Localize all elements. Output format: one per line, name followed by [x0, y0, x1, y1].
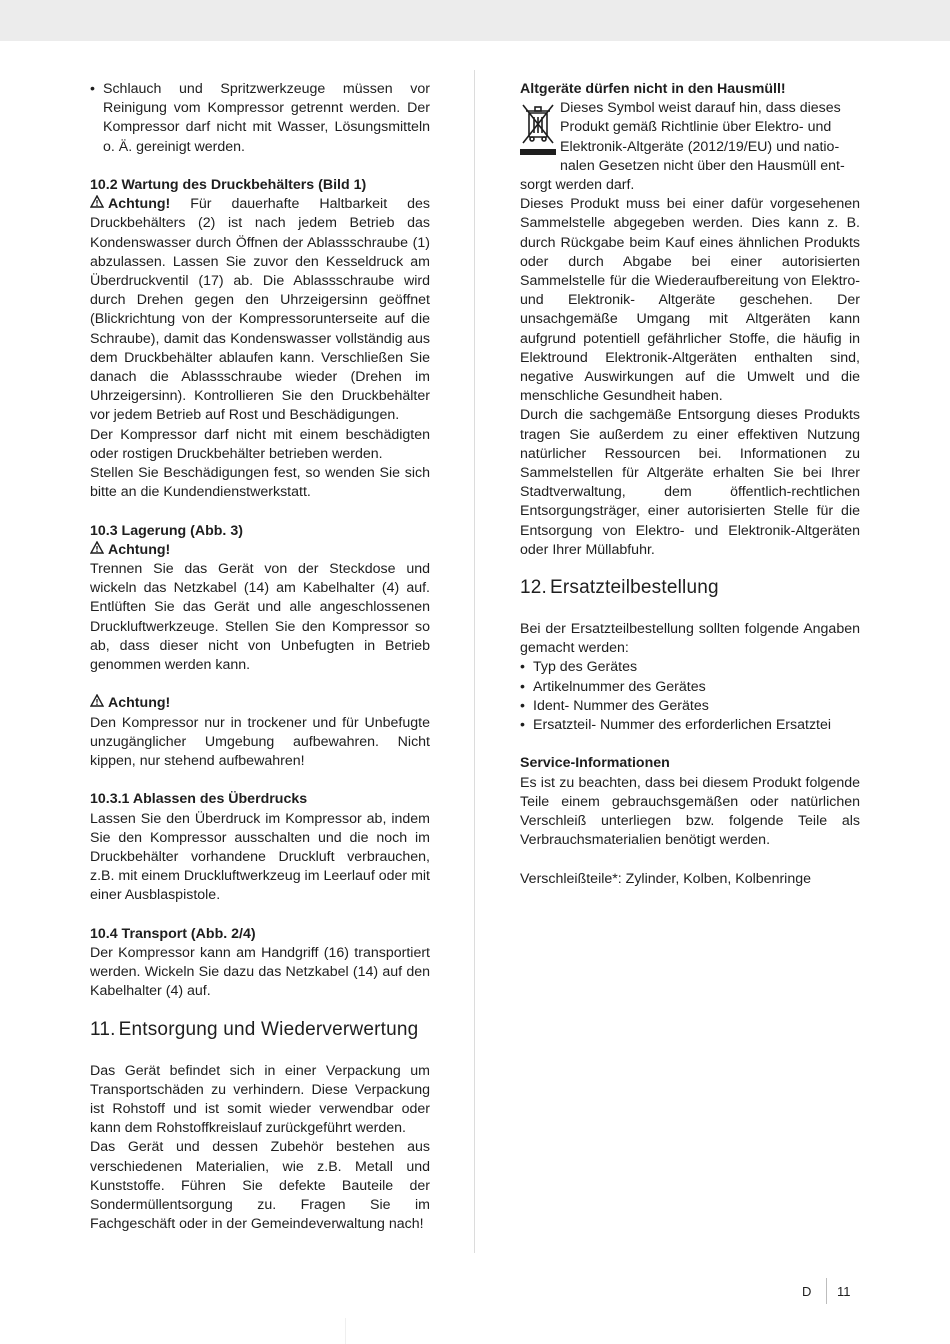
warning-label: Achtung!: [90, 694, 430, 713]
section-heading-10-4: 10.4 Transport (Abb. 2/4): [90, 925, 256, 942]
section-10-2-text: Für dauerhafte Haltbarkeit des Druckbehälters (2) ist nach jedem Betrieb das Kondenswasser durch Öffnen der Ablassschraube (1) abzulassen. Lassen Sie zuvor den Kesseldruck am Überdruckventil (17) ab. Die Ablassschraube wird durch Drehen gegen den Uhrzeigersinn geöffnet (Blickrichtung von der Kompressorunterseite auf die Schraube), damit das Kondenswasser vollständig aus dem Druckbehälter ablaufen kann. Verschließen Sie danach die Ablassschraube wieder (Drehen im Uhrzeigersinn). Kontrollieren Sie den Druckbehälter vor jedem Betrieb auf Rost und Beschädigungen.: [90, 196, 430, 424]
wear-parts-line: Verschleißteile*: Zylinder, Kolben, Kolbenringe: [520, 870, 812, 887]
service-heading: Service-Informationen: [520, 755, 670, 772]
left-column: [90, 80, 430, 1235]
chapter-heading-12: 12. Ersatzteilbestellung: [520, 577, 719, 599]
language-code: D: [802, 1284, 812, 1299]
crossed-out-wheelie-bin-icon: [520, 101, 556, 157]
section-10-3-paragraph: Trennen Sie das Gerät von der Steckdose und wickeln das Netzkabel (14) am Kabelhalter (4) auf. Entlüften Sie das Gerät und alle angeschlossenen Druckluftwerkzeuge. Stellen Sie den Kompressor so ab, dass dieser nicht von Unbefugten in Betrieb genommen werden kann.: [90, 561, 430, 674]
section-heading-10-2: 10.2 Wartung des Druckbehälters (Bild 1): [90, 177, 367, 193]
section-heading-10-3: 10.3 Lagerung (Abb. 3): [90, 522, 243, 539]
chapter-11-paragraph: Das Gerät befindet sich in einer Verpackung um Transportschäden zu verhindern. Diese Verpackung ist Rohstoff und ist somit wieder verwendbar oder kann dem Rohstoffkreislauf zurückgeführt werden.: [90, 1062, 430, 1137]
weee-heading: Altgeräte dürfen nicht in den Hausmüll!: [520, 81, 786, 97]
chapter-11-paragraph-2: Das Gerät und dessen Zubehör bestehen aus verschiedenen Materialien, wie z.B. Metall und Kunststoffe. Führen Sie defekte Bauteile der Sondermüllentsorgung zu. Fragen Sie im Fachgeschäft oder in der Gemeindeverwaltung nach!: [90, 1139, 430, 1233]
intro-bullet-list: [90, 80, 430, 157]
page-number: 11: [837, 1284, 851, 1299]
column-divider: [474, 70, 475, 1253]
section-10-3-1-paragraph: Lassen Sie den Überdruck im Kompressor ab, indem Sie den Kompressor ausschalten und die noch im Druckbehälter vorhandene Druckluft verbrauchen, z.B. mit einem Druckluftwerkzeug im Leerlauf oder mit einer Ausblaspistole.: [90, 810, 430, 904]
weee-line-5: sorgt werden darf.: [520, 177, 635, 194]
list-item: • Schlauch und Spritzwerkzeuge müssen vor Reinigung vom Kompressor getrennt werden. Der Kompressor darf nicht mit Wasser, Lösungsmitteln o. Ä. gereinigt werden.: [90, 80, 430, 157]
service-paragraph: Es ist zu beachten, dass bei diesem Produkt folgende Teile einem gebrauchsgemäßen oder natürlichen Verschleiß unterliegen bzw. folgende Teile als Verbrauchsmaterialien benötigt werden.: [520, 774, 860, 849]
spare-parts-list: [520, 658, 860, 735]
warning-label: Achtung!: [90, 541, 430, 560]
section-10-2-paragraph-2: Der Kompressor darf nicht mit einem beschädigten oder rostigen Druckbehälter betrieben werden.: [90, 426, 430, 462]
section-10-2-paragraph-3: Stellen Sie Beschädigungen fest, so wenden Sie sich bitte an die Kundendienstwerkstatt.: [90, 465, 430, 501]
weee-line-4: nalen Gesetzen nicht über den Hausmüll ent-: [560, 157, 845, 174]
chapter-heading-11: 11. Entsorgung und Wiederverwertung: [90, 1018, 419, 1040]
list-item: • Ident- Nummer des Gerätes: [520, 697, 860, 716]
right-column: [520, 80, 860, 889]
warning-triangle-icon: [90, 694, 105, 713]
weee-paragraph-2: Dieses Produkt muss bei einer dafür vorgesehenen Sammelstelle abgegeben werden. Dies kann z. B. durch Rückgabe beim Kauf eines ähnlichen Produkts oder durch Abgabe bei einer autorisierten Sammelstelle für die Wiederaufbereitung von Elektro- und Elektronik- Altgeräte geschehen. Der unsachgemäße Umgang mit Altgeräten kann aufgrund potentiell gefährlicher Stoffe, die häufig in Elektround Elektronik-Altgeräten enthalten sind, negative Auswirkungen auf die Umwelt und die menschliche Gesundheit haben.: [520, 196, 860, 405]
section-10-4-paragraph: Der Kompressor kann am Handgriff (16) transportiert werden. Wickeln Sie dazu das Netzkabel (14) auf den Kabelhalter (4) auf.: [90, 945, 430, 1000]
list-item: • Artikelnummer des Gerätes: [520, 678, 860, 697]
list-item: • Ersatzteil- Nummer des erforderlichen Ersatztei: [520, 716, 860, 735]
chapter-12-intro: Bei der Ersatzteilbestellung sollten folgende Angaben gemacht werden:: [520, 621, 860, 657]
weee-line-2: Produkt gemäß Richtlinie über Elektro- und: [560, 119, 832, 136]
section-10-2-paragraph: [90, 195, 430, 425]
footer-separator: [826, 1278, 827, 1304]
warning-label: Achtung!: [90, 196, 170, 212]
warning-triangle-icon: [90, 195, 105, 214]
section-heading-10-3-1: 10.3.1 Ablassen des Überdrucks: [90, 791, 308, 808]
section-10-3-paragraph-2: Den Kompressor nur in trockener und für Unbefugte unzugänglicher Umgebung aufbewahren. Nicht kippen, nur stehend aufbewahren!: [90, 714, 430, 770]
weee-notice: [520, 99, 860, 195]
weee-line-1: Dieses Symbol weist darauf hin, dass dieses: [560, 100, 841, 117]
top-band: [0, 0, 950, 41]
list-item: • Typ des Gerätes: [520, 658, 860, 677]
warning-triangle-icon: [90, 541, 105, 560]
weee-line-3: Elektronik-Altgeräte (2012/19/EU) und natio-: [560, 138, 840, 155]
bottom-mark: [345, 1318, 346, 1344]
weee-paragraph-3: Durch die sachgemäße Entsorgung dieses Produkts tragen Sie außerdem zu einer effektiven Nutzung natürlicher Ressourcen bei. Informationen zu Sammelstellen für Altgeräte erhalten Sie bei Ihrer Stadtverwaltung, dem öffentlich-rechtlichen Entsorgungsträger, einer autorisierten Stelle für die Entsorgung von Elektro- und Elektronik-Altgeräten oder Ihrer Müllabfuhr.: [520, 407, 860, 558]
